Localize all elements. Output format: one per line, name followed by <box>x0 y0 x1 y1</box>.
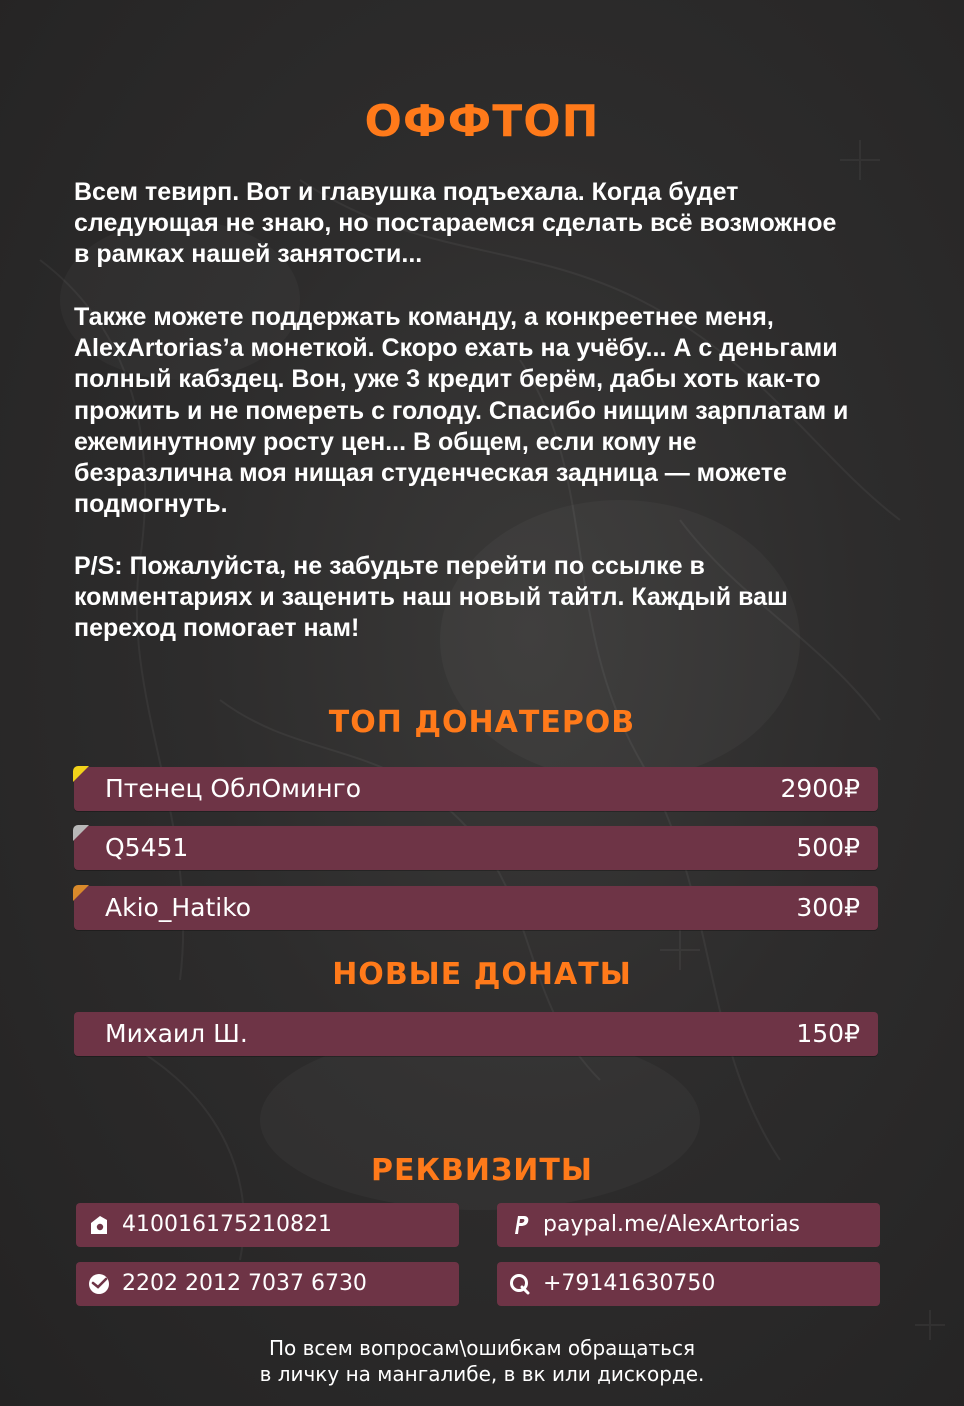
text-line: прожить и не помереть с голоду. Спасибо нищим зарплатам и <box>74 396 849 425</box>
paragraph-support <box>74 302 904 520</box>
text-line: безразлична моя нищая студенческая задница — можете <box>74 459 787 488</box>
donor-name: Птенец ОблОминго <box>105 774 362 803</box>
donor-row-2 <box>74 826 878 870</box>
text-line: Всем тевирп. Вот и главушка подъехала. Когда будет <box>74 178 739 206</box>
yoomoney-icon <box>88 1214 110 1236</box>
requisite-value: 2202 2012 7037 6730 <box>122 1271 367 1296</box>
text-line: Также можете поддержать команду, а конкреетнее меня, <box>74 303 774 331</box>
requisite-qiwi[interactable] <box>497 1262 880 1306</box>
paragraph-ps <box>74 551 904 645</box>
requisites-heading: РЕКВИЗИТЫ <box>371 1153 593 1188</box>
requisite-value: 410016175210821 <box>122 1212 332 1237</box>
text-line: переход помогает нам! <box>74 614 360 643</box>
paragraph-intro <box>74 177 904 271</box>
donor-name: Akio_Hatiko <box>105 893 252 922</box>
new-donation-row <box>74 1012 878 1056</box>
gold-medal-icon <box>73 766 89 782</box>
requisite-value: +79141630750 <box>543 1271 716 1296</box>
text-line: следующая не знаю, но постараемся сделать всё возможное <box>74 209 837 238</box>
text-line: комментариях и заценить наш новый тайтл. Каждый ваш <box>74 583 788 612</box>
silver-medal-icon <box>73 825 89 841</box>
donor-row-3 <box>74 886 878 930</box>
text-line: P/S: Пожалуйста, не забудьте перейти по ссылке в <box>74 552 705 580</box>
new-donations-heading: НОВЫЕ ДОНАТЫ <box>332 957 632 992</box>
text-line: полный кабздец. Вон, уже 3 кредит берём, дабы хоть как-то <box>74 365 821 394</box>
text-line: подмогнуть. <box>74 490 228 519</box>
donor-amount: 2900₽ <box>780 774 860 803</box>
requisite-yoomoney[interactable] <box>76 1203 459 1247</box>
donor-amount: 150₽ <box>796 1019 860 1048</box>
donor-amount: 500₽ <box>796 833 860 862</box>
footer-line: По всем вопросам\ошибкам обращаться <box>268 1336 695 1360</box>
requisite-paypal[interactable] <box>497 1203 880 1247</box>
paypal-icon <box>509 1214 531 1236</box>
requisite-sberbank[interactable] <box>76 1262 459 1306</box>
donor-row-1 <box>74 767 878 811</box>
footer-note <box>0 1335 964 1387</box>
qiwi-icon <box>509 1273 531 1295</box>
requisite-value: paypal.me/AlexArtorias <box>543 1212 801 1237</box>
donor-name: Михаил Ш. <box>105 1019 248 1048</box>
text-line: AlexArtorias’а монеткой. Скоро ехать на учёбу... А с деньгами <box>74 334 838 363</box>
text-line: в рамках нашей занятости... <box>74 240 423 269</box>
donor-name: Q5451 <box>105 833 189 862</box>
bronze-medal-icon <box>73 885 89 901</box>
sberbank-icon <box>88 1273 110 1295</box>
page-title: ОФФТОП <box>364 96 600 147</box>
footer-line: в личку на мангалибе, в вк или дискорде. <box>259 1362 705 1386</box>
top-donors-heading: ТОП ДОНАТЕРОВ <box>328 705 636 740</box>
text-line: ежеминутному росту цен... В общем, если кому не <box>74 427 697 456</box>
donor-amount: 300₽ <box>796 893 860 922</box>
